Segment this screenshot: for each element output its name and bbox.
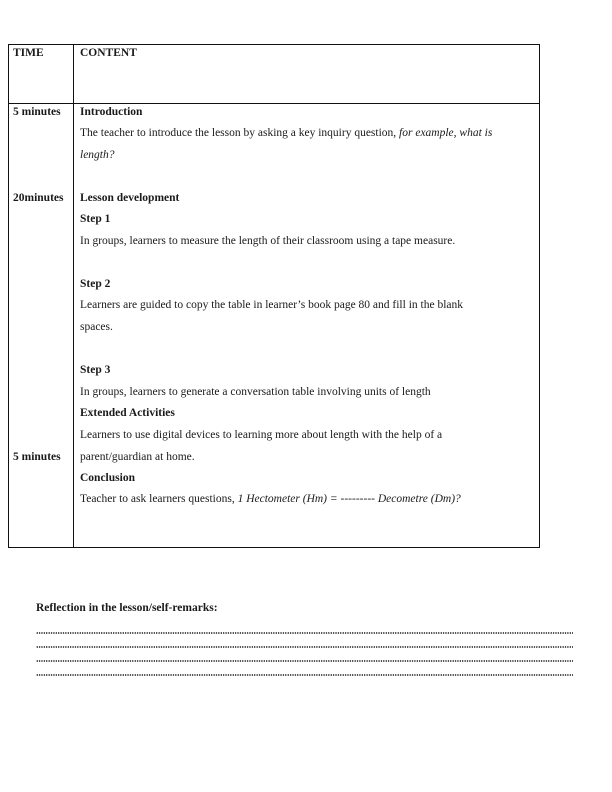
header-content: CONTENT [80,47,137,59]
reflection-label: Reflection in the lesson/self-remarks: [36,602,218,614]
step-3-title: Step 3 [80,364,111,376]
heading-conclusion: Conclusion [80,472,135,484]
heading-extended-activities: Extended Activities [80,407,175,419]
step-3-text: In groups, learners to generate a conversation table involving units of length [80,386,431,398]
column-divider [73,44,74,548]
extended-activities-text: Learners to use digital devices to learning more about length with the help of a [80,429,443,441]
conclusion-text: Teacher to ask learners questions, 1 Hectometer (Hm) = --------- Decometre (Dm)? [80,493,461,505]
heading-lesson-development: Lesson development [80,192,180,204]
extended-activities-text-cont: parent/guardian at home. [80,451,195,463]
reflection-line-3[interactable] [36,660,573,662]
step-2-title: Step 2 [80,278,111,290]
step-2-text: Learners are guided to copy the table in learner’s book page 80 and fill in the blank [80,299,463,311]
reflection-line-2[interactable] [36,646,573,648]
time-conclusion: 5 minutes [13,451,61,463]
reflection-line-4[interactable] [36,674,573,676]
time-introduction: 5 minutes [13,106,61,118]
header-time: TIME [13,47,44,59]
header-divider [8,103,540,104]
introduction-text: The teacher to introduce the lesson by asking a key inquiry question, for example, what is [80,127,493,139]
step-1-text: In groups, learners to measure the length of their classroom using a tape measure. [80,235,456,247]
introduction-text-cont: length? [80,149,115,161]
step-1-title: Step 1 [80,213,111,225]
reflection-line-1[interactable] [36,632,573,634]
step-2-text-cont: spaces. [80,321,113,333]
heading-introduction: Introduction [80,106,143,118]
time-lesson-development: 20minutes [13,192,64,204]
